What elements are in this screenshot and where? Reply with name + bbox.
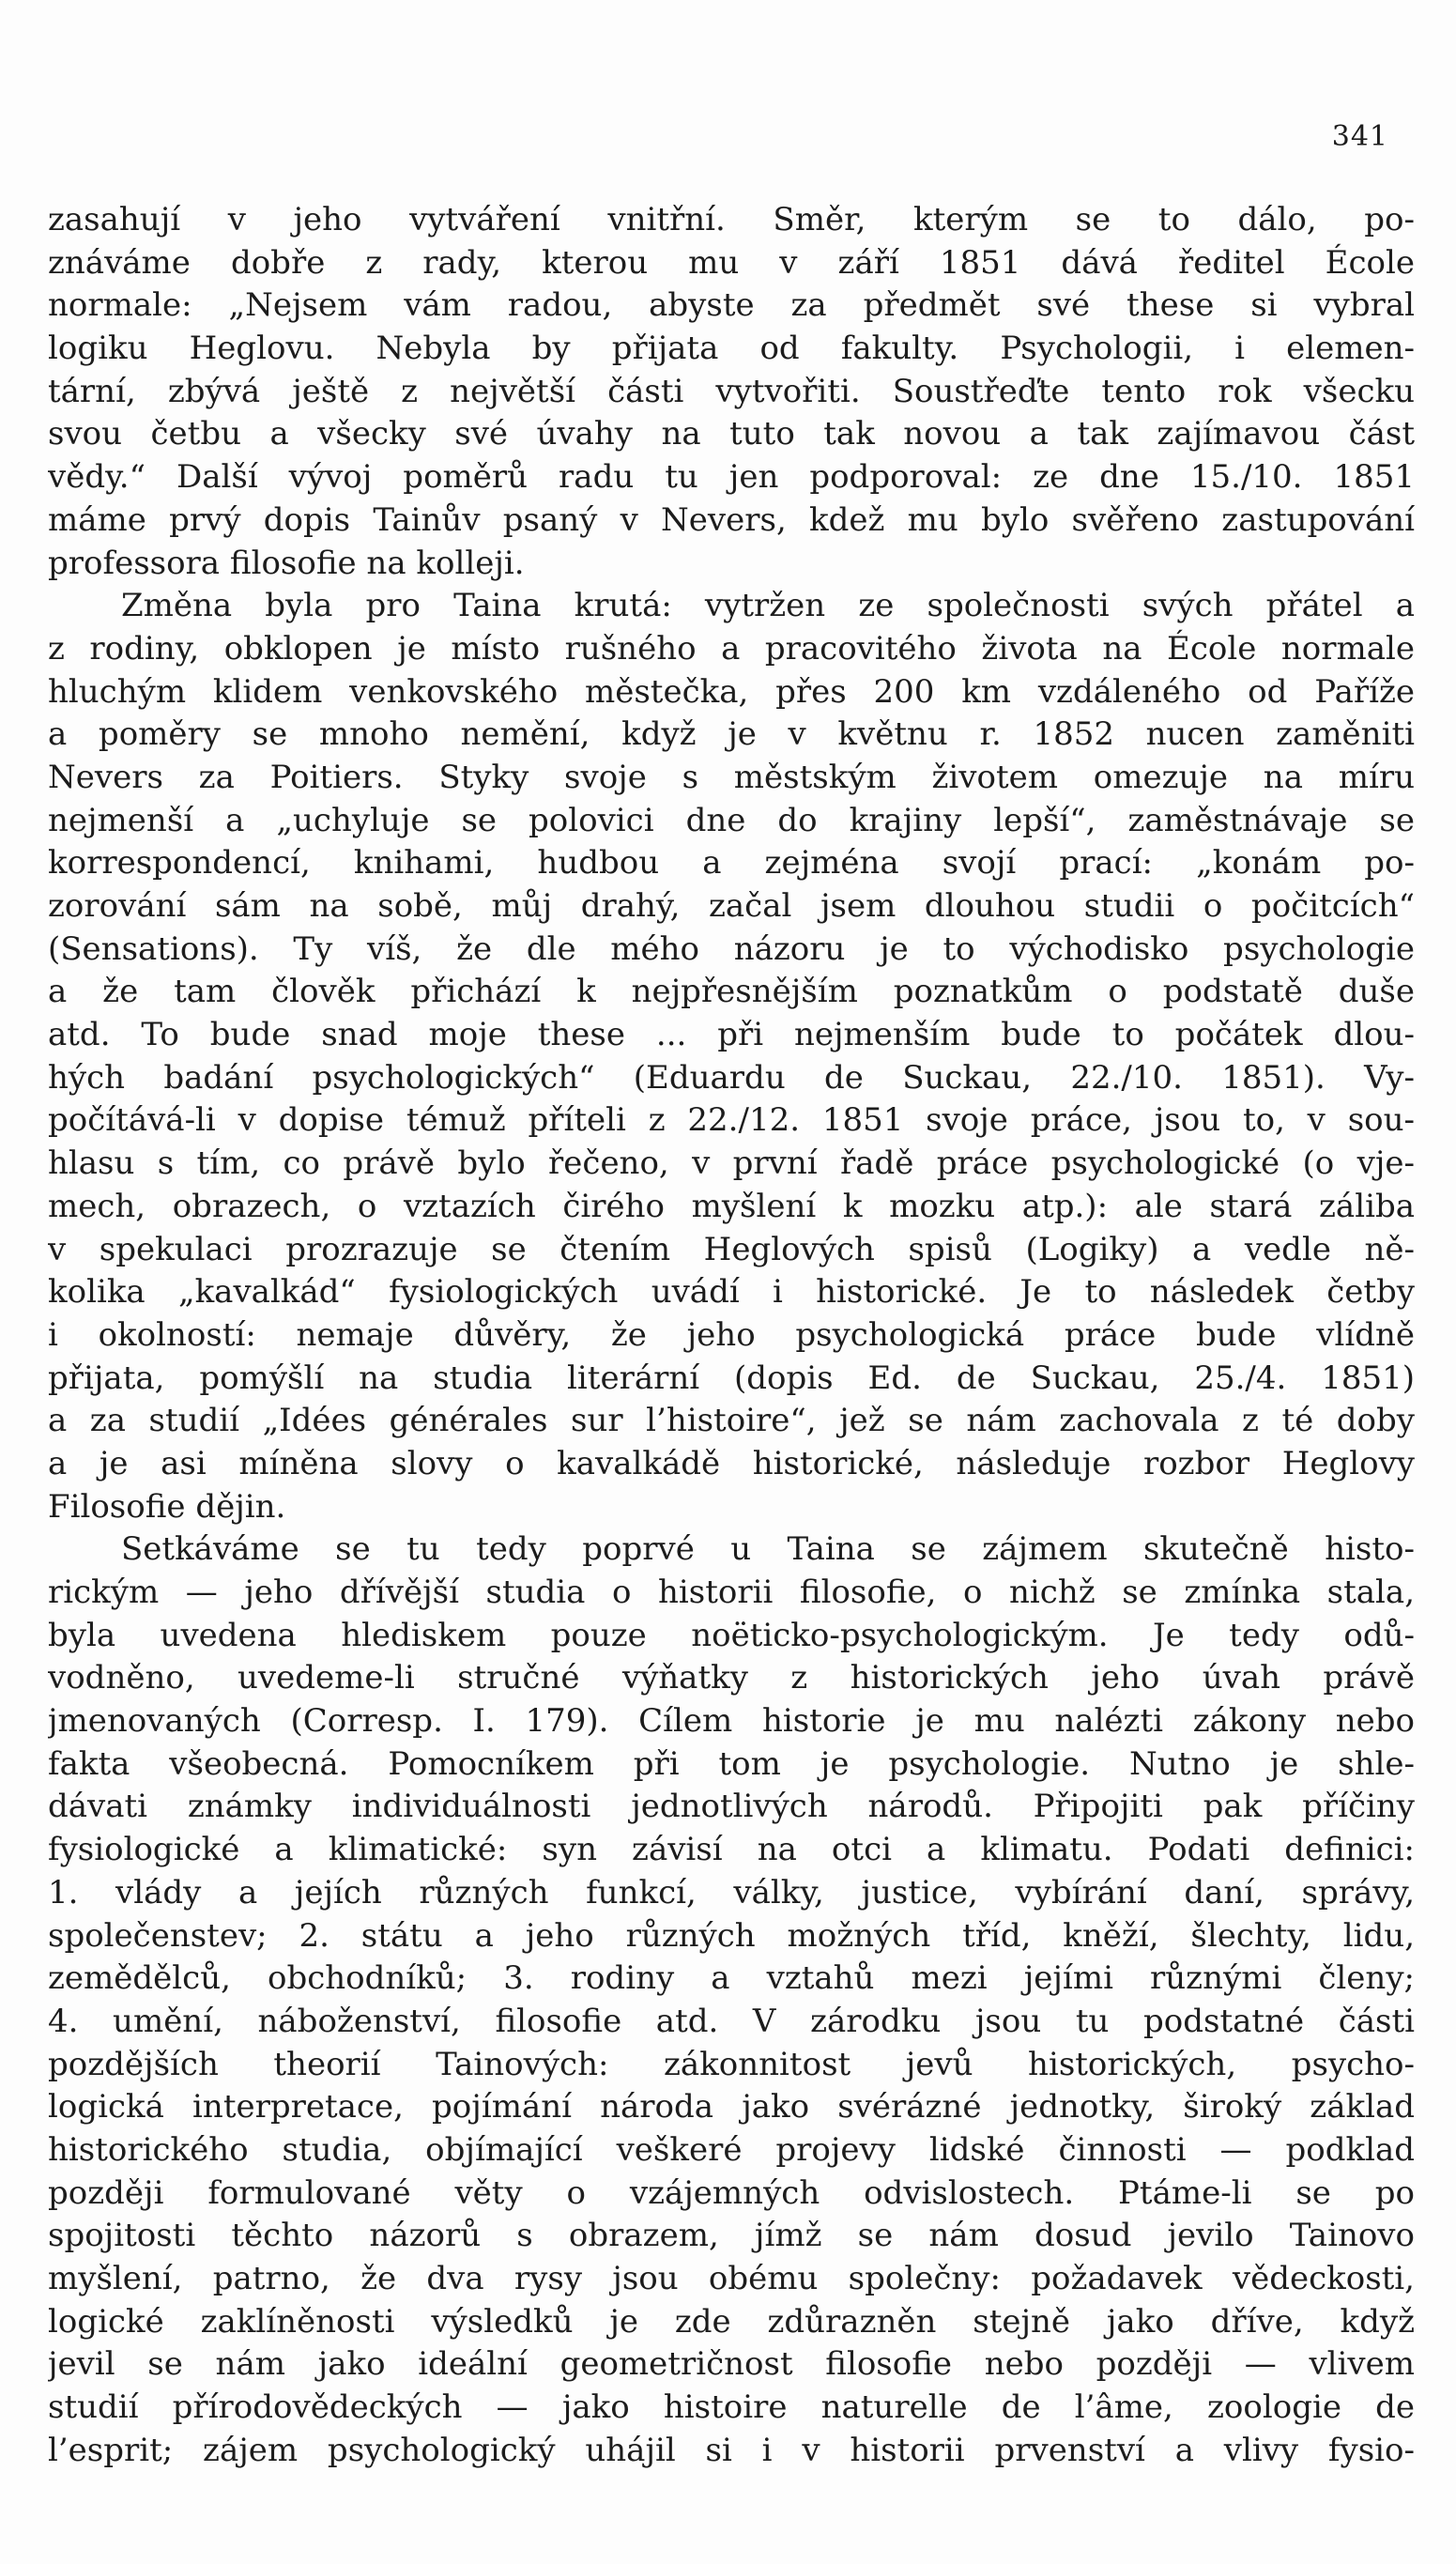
text-line: jmenovaných (Corresp. I. 179). Cílem historie je mu nalézti zákony nebo xyxy=(48,1702,1415,1741)
text-line: hluchým klidem venkovského městečka, přes 200 km vzdáleného od Paříže xyxy=(48,672,1415,711)
text-line: hlasu s tím, co právě bylo řečeno, v první řadě práce psychologické (o vje- xyxy=(48,1144,1415,1183)
text-line: později formulované věty o vzájemných odvislostech. Ptáme-li se po xyxy=(48,2173,1415,2212)
text-line: vodněno, uvedeme-li stručné výňatky z historických jeho úvah právě xyxy=(48,1659,1415,1697)
text-line: kolika „kavalkád“ fysiologických uvádí i historické. Je to následek četby xyxy=(48,1273,1415,1312)
text-line: přijata, pomýšlí na studia literární (dopis Ed. de Suckau, 25./4. 1851) xyxy=(48,1359,1415,1397)
text-line: fakta všeobecná. Pomocníkem při tom je psychologie. Nutno je shle- xyxy=(48,1744,1415,1783)
text-line: a je asi míněna slovy o kavalkádě historické, následuje rozbor Heglovy xyxy=(48,1444,1415,1482)
text-line: studií přírodovědeckých — jako histoire naturelle de l’âme, zoologie de xyxy=(48,2388,1415,2427)
text-line: počítává-li v dopise témuž příteli z 22./12. 1851 svoje práce, jsou to, v sou- xyxy=(48,1101,1415,1140)
text-line: znáváme dobře z rady, kterou mu v září 1851 dává ředitel École xyxy=(48,243,1415,282)
page-number: 341 xyxy=(1331,120,1388,153)
text-line: rickým — jeho dřívější studia o historii filosofie, o nichž se zmínka stala, xyxy=(48,1574,1415,1611)
text-line: zasahují v jeho vytváření vnitřní. Směr, kterým se to dálo, po- xyxy=(48,201,1415,238)
text-line: myšlení, patrno, že dva rysy jsou obému společny: požadavek vědeckosti, xyxy=(48,2260,1415,2297)
text-line: 1. vlády a jejích různých funkcí, války, justice, vybírání daní, správy, xyxy=(48,1873,1415,1911)
text-line: pozdějších theorií Tainových: zákonnitost jevů historických, psycho- xyxy=(48,2045,1415,2083)
text-line: fysiologické a klimatické: syn závisí na otci a klimatu. Podati definici: xyxy=(48,1831,1415,1869)
text-line: tární, zbývá ještě z největší části vytvořiti. Soustřeďte tento rok všecku xyxy=(48,372,1415,410)
text-line: Změna byla pro Taina krutá: vytržen ze společnosti svých přátel a xyxy=(121,587,1415,625)
text-line: nejmenší a „uchyluje se polovici dne do krajiny lepší“, zaměstnávaje se xyxy=(48,801,1415,839)
text-line: máme prvý dopis Tainův psaný v Nevers, kdež mu bylo svěřeno zastupování xyxy=(48,500,1415,539)
text-line: zemědělců, obchodníků; 3. rodiny a vztahů mezi jejími různými členy; xyxy=(48,1959,1415,1998)
text-line: 4. umění, náboženství, filosofie atd. V zárodku jsou tu podstatné části xyxy=(48,2002,1415,2040)
text-line: z rodiny, obklopen je místo rušného a pracovitého života na École normale xyxy=(48,629,1415,668)
text-line: zorování sám na sobě, můj drahý, začal jsem dlouhou studii o počitcích“ xyxy=(48,887,1415,925)
text-line: svou četbu a všecky své úvahy na tuto tak novou a tak zajímavou část xyxy=(48,415,1415,453)
text-line: atd. To bude snad moje these ... při nejmenším bude to počátek dlou- xyxy=(48,1016,1415,1054)
text-line: vědy.“ Další vývoj poměrů radu tu jen podporoval: ze dne 15./10. 1851 xyxy=(48,458,1415,497)
text-line: korrespondencí, knihami, hudbou a zejména svojí prací: „konám po- xyxy=(48,844,1415,883)
text-line: normale: „Nejsem vám radou, abyste za předmět své these si vybral xyxy=(48,286,1415,325)
text-line: i okolností: nemaje důvěry, že jeho psychologická práce bude vlídně xyxy=(48,1315,1415,1354)
text-line: Filosofie dějin. xyxy=(48,1487,286,1526)
text-line: a že tam člověk přichází k nejpřesnějším poznatkům o podstatě duše xyxy=(48,973,1415,1011)
text-line: logická interpretace, pojímání národa jako svérázné jednotky, široký základ xyxy=(48,2088,1415,2126)
text-line: hých badání psychologických“ (Eduardu de Suckau, 22./10. 1851). Vy- xyxy=(48,1058,1415,1097)
text-line: dávati známky individuálnosti jednotlivých národů. Připojiti pak příčiny xyxy=(48,1788,1415,1826)
text-line: logiku Heglovu. Nebyla by přijata od fakulty. Psychologii, i elemen- xyxy=(48,330,1415,368)
body-text xyxy=(48,199,1415,2472)
text-line: jevil se nám jako ideální geometričnost filosofie nebo později — vlivem xyxy=(48,2345,1415,2384)
text-line: mech, obrazech, o vztazích čirého myšlení k mozku atp.): ale stará záliba xyxy=(48,1187,1415,1225)
text-line: l’esprit; zájem psychologický uhájil si i v historii prvenství a vlivy fysio- xyxy=(48,2431,1415,2469)
text-line: a poměry se mnoho nemění, když je v květnu r. 1852 nucen zaměniti xyxy=(48,715,1415,754)
text-line: byla uvedena hlediskem pouze noëticko-psychologickým. Je tedy odů- xyxy=(48,1616,1415,1654)
text-line: společenstev; 2. státu a jeho různých možných tříd, kněží, šlechty, lidu, xyxy=(48,1916,1415,1955)
text-line: logické zaklíněnosti výsledků je zde zdůrazněn stejně jako dříve, když xyxy=(48,2302,1415,2341)
text-line: professora filosofie na kolleji. xyxy=(48,544,525,582)
text-line: spojitosti těchto názorů s obrazem, jímž se nám dosud jevilo Tainovo xyxy=(48,2217,1415,2255)
text-line: historického studia, objímající veškeré projevy lidské činnosti — podklad xyxy=(48,2130,1415,2169)
text-line: Setkáváme se tu tedy poprvé u Taina se zájmem skutečně histo- xyxy=(121,1530,1415,1569)
text-line: v spekulaci prozrazuje se čtením Heglových spisů (Logiky) a vedle ně- xyxy=(48,1230,1415,1268)
text-line: (Sensations). Ty víš, že dle mého názoru je to východisko psychologie xyxy=(48,929,1415,968)
text-line: Nevers za Poitiers. Styky svoje s městským životem omezuje na míru xyxy=(48,758,1415,796)
text-line: a za studií „Idées générales sur l’histoire“, jež se nám zachovala z té doby xyxy=(48,1402,1415,1440)
